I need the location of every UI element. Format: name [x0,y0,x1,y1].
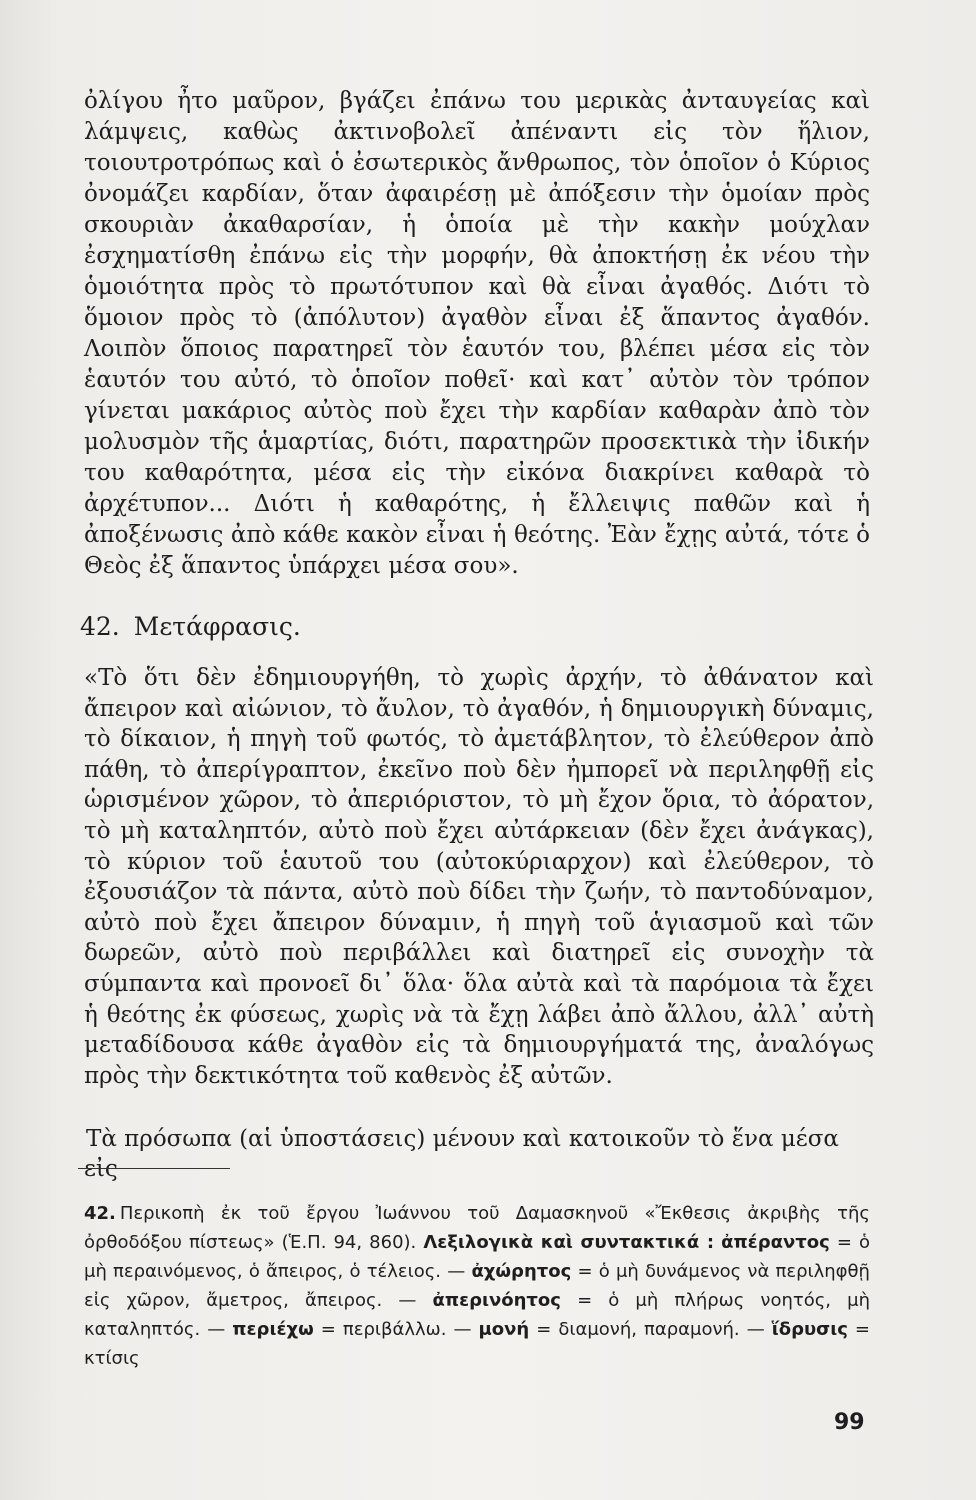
vocab-term: μονή [478,1319,530,1340]
footnote-source: Περικοπὴ ἐκ τοῦ ἔργου Ἰωάννου τοῦ Δαμασκηνοῦ «Ἔκθεσις ἀκριβὴς τῆς ὀρθοδόξου πίστεως» (Ἑ.Π. 94, 860). [84,1203,870,1253]
page-number: 99 [834,1410,865,1435]
footnote: 42. Περικοπὴ ἐκ τοῦ ἔργου Ἰωάννου τοῦ Δαμασκηνοῦ «Ἔκθεσις ἀκριβὴς τῆς ὀρθοδόξου πίστεως» (Ἑ.Π. 94, 860). Λεξιλογικὰ καὶ συντακτικά : ἀπέραντος = ὁ μὴ περαινόμενος, ὁ ἄπειρος, ὁ τέλειος. — ἀχώρητος = ὁ μὴ δυνάμενος νὰ περιληφθῇ εἰς χῶρον, ἄμετρος, ἄπειρος. — ἀπερινόητος = ὁ μὴ πλήρως νοητός, μὴ καταληπτός. — περιέχω = περιβάλλω. — μονή = διαμονή, παραμονή. — ἵδρυσις = κτίσις [84,1203,871,1369]
body-paragraph-3: Τὰ πρόσωπα (αἱ ὑποστάσεις) μένουν καὶ κατοικοῦν τὸ ἕνα μέσα εἰς [84,1126,839,1182]
section-heading [80,612,301,641]
body-paragraph-2: «Τὸ ὅτι δὲν ἐδημιουργήθη, τὸ χωρὶς ἀρχήν, τὸ ἀθάνατον καὶ ἄπειρον καὶ αἰώνιον, τὸ ἄυλον, τὸ ἀγαθόν, ἡ δημιουργικὴ δύναμις, τὸ δίκαιον, ἡ πηγὴ τοῦ φωτός, τὸ ἀμετάβλητον, τὸ ἐλεύθερον ἀπὸ πάθη, τὸ ἀπερίγραπτον, ἐκεῖνο ποὺ δὲν ἠμπορεῖ νὰ περιληφθῇ εἰς ὡρισμένον χῶρον, τὸ ἀπεριόριστον, τὸ μὴ ἔχον ὅρια, τὸ ἀόρατον, τὸ μὴ καταληπτόν, αὐτὸ ποὺ ἔχει αὐτάρκειαν (δὲν ἔχει ἀνάγκας), τὸ κύριον τοῦ ἑαυτοῦ του (αὐτοκύριαρχον) καὶ ἐλεύθερον, τὸ ἐξουσιάζον τὰ πάντα, αὐτὸ ποὺ δίδει τὴν ζωήν, τὸ παντοδύναμον, αὐτὸ ποὺ ἔχει ἄπειρον δύναμιν, ἡ πηγὴ τοῦ ἁγιασμοῦ καὶ τῶν δωρεῶν, αὐτὸ ποὺ περιβάλλει καὶ διατηρεῖ εἰς συνοχὴν τὰ σύμπαντα καὶ προνοεῖ δι᾽ ὅλα· ὅλα αὐτὰ καὶ τὰ παρόμοια τὰ ἔχει ἡ θεότης ἐκ φύσεως, χωρὶς νὰ τὰ ἔχῃ λάβει ἀπὸ ἄλλου, ἀλλ᾽ αὐτὴ μεταδίδουσα κάθε ἀγαθὸν εἰς τὰ δημιουργήματά της, ἀναλόγως πρὸς τὴν δεκτικότητα τοῦ καθενὸς ἐξ αὐτῶν. [84,665,874,1089]
section-number: 42. [80,612,120,641]
vocab-term: ἵδρυσις [771,1319,848,1340]
body-paragraph-1: ὀλίγου ἦτο μαῦρον, βγάζει ἐπάνω του μερικὰς ἀνταυγείας καὶ λάμψεις, καθὼς ἀκτινοβολεῖ ἀπέναντι εἰς τὸν ἥλιον, τοιουτροτρόπως καὶ ὁ ἐσωτερικὸς ἄνθρωπος, τὸν ὁποῖον ὁ Κύριος ὀνομάζει καρδίαν, ὅταν ἀφαιρέσῃ μὲ ἀπόξεσιν τὴν ὁμοίαν πρὸς σκουριὰν ἀκαθαρσίαν, ἡ ὁποία μὲ τὴν κακὴν μούχλαν ἐσχηματίσθη ἐπάνω εἰς τὴν μορφήν, θὰ ἀποκτήσῃ ἐκ νέου τὴν ὁμοιότητα πρὸς τὸ πρωτότυπον καὶ θὰ εἶναι ἀγαθός. Διότι τὸ ὅμοιον πρὸς τὸ (ἀπόλυτον) ἀγαθὸν εἶναι ἐξ ἅπαντος ἀγαθόν. Λοιπὸν ὅποιος παρατηρεῖ τὸν ἑαυτόν του, βλέπει μέσα εἰς τὸν ἑαυτόν του αὐτό, τὸ ὁποῖον ποθεῖ· καὶ κατ᾽ αὐτὸν τὸν τρόπον γίνεται μακάριος αὐτὸς ποὺ ἔχει τὴν καρδίαν καθαρὰν ἀπὸ τὸν μολυσμὸν τῆς ἁμαρτίας, διότι, παρατηρῶν προσεκτικὰ τὴν ἰδικήν του καθαρότητα, μέσα εἰς τὴν εἰκόνα διακρίνει καθαρὰ τὸ ἀρχέτυπον... Διότι ἡ καθαρότης, ἡ ἔλλειψις παθῶν καὶ ἡ ἀποξένωσις ἀπὸ κάθε κακὸν εἶναι ἡ θεότης. Ἐὰν ἔχῃς αὐτά, τότε ὁ Θεὸς ἐξ ἅπαντος ὑπάρχει μέσα σου». [84,88,870,579]
vocab-term: ἀχώρητος [471,1261,572,1282]
vocab-term: ἀπερινόητος [432,1290,561,1311]
section-title: Μετάφρασις. [133,612,301,641]
footnote-number: 42. [84,1203,116,1224]
footnote-divider [78,1168,230,1169]
vocab-term: ἀπέραντος [721,1232,830,1253]
vocab-term: περιέχω [232,1319,314,1340]
vocab-definition: = διαμονή, παραμονή. [536,1319,740,1340]
footnote-vocab-label: Λεξιλογικὰ καὶ συντακτικά : [423,1232,715,1253]
vocab-definition: = ὁ μὴ δυνάμενος νὰ περιληφθῇ εἰς χῶρον, ἄμετρος, ἄπειρος. [84,1261,870,1311]
vocab-definition: = περιβάλλω. [320,1319,447,1340]
vocab-definition: = κτίσις [84,1319,871,1369]
vocab-definition: = ὁ μὴ περαινόμενος, ὁ ἄπειρος, ὁ τέλειος. [84,1232,870,1282]
vocab-definition: = ὁ μὴ πλήρως νοητός, μὴ καταληπτός. [84,1290,870,1340]
